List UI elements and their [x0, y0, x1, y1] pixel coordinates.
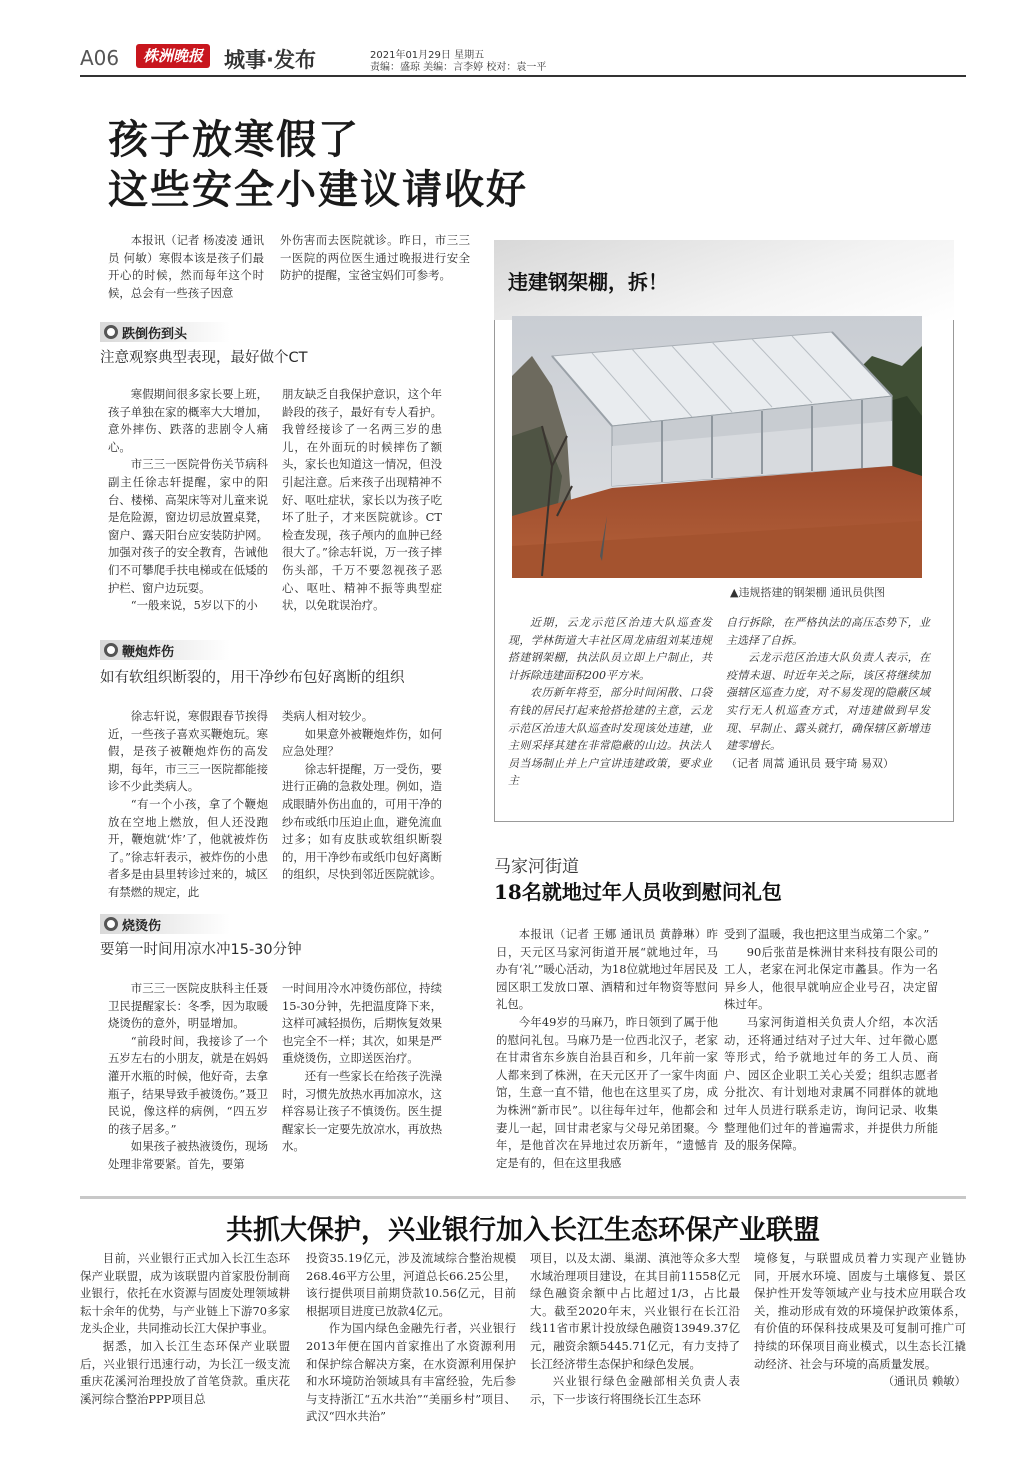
bullet-icon [104, 325, 118, 339]
bullet-icon [104, 917, 118, 931]
illegal-shed-column-1: 近期，云龙示范区治违大队巡查发现，学林街道大丰社区周龙庙组刘某违规搭建钢架棚，执法队员立即上户制止，共计拆除违建面积200平方米。 农历新年将至，部分时间闲散、口袋有钱的居民打起来抢搭抢建的主意，云龙示范区治违大队巡查时发现该处违建，业主则采择其建在非常隐蔽的山边。执法人员当场制止并上户宣讲违建政策，要求业主 [508, 616, 712, 788]
section-tag-burn: 烧烫伤 [100, 914, 230, 934]
intro-column-1: 本报讯（记者 杨凌凌 通讯员 何敏）寒假本该是孩子们最开心的时候，然而每年这个时候，总会有一些孩子因意 [108, 233, 264, 300]
section-subtitle-burn: 要第一时间用凉水冲15-30分钟 [100, 942, 302, 958]
majiahe-column-1: 本报讯（记者 王娜 通讯员 黄静琳）昨日，天元区马家河街道开展“就地过年，马办有‘礼’”暖心活动，为18位就地过年居民及园区职工发放口罩、酒精和过年物资等慰问礼包。 今年49岁的马麻乃，昨日领到了属于他的慰问礼包。马麻乃是一位西北汉子，老家在甘肃省东乡族自治县百和乡，几年前一家人都来到了株洲，在天元区开了一家牛肉面馆，生意一直不错，他也在这里买了房，成为株洲“新市民”。以往每年过年，他都会和妻儿一起，回甘肃老家与父母兄弟团聚。今年，是他首次在异地过农历新年，“遗憾肯定是有的，但在这里我感 [496, 927, 718, 1170]
fall-column-2: 朋友缺乏自我保护意识，这个年龄段的孩子，最好有专人看护。我曾经接诊了一名两三岁的患儿，在外面玩的时候摔伤了额头，家长也知道这一情况，但没引起注意。后来孩子出现精神不好、呕吐症状，家长以为孩子吃坏了肚子，才来医院就诊。CT检查发现，孩子颅内的血肿已经很大了。”徐志轩说，万一孩子摔伤头部，千万不要忽视孩子恶心、呕吐、精神不振等典型症状，以免耽误治疗。 [282, 387, 442, 613]
bank-column-3: 项目，以及太湖、巢湖、滇池等众多大型水域治理项目建设，在其目前11558亿元绿色融资余额中占比超过1/3，占比最大。截至2020年末，兴业银行在长江沿线11省市累计投放绿色融资13949.37亿元，融资余额5445.71亿元，有力支持了长江经济带生态保护和绿色发展。 兴业银行绿色金融部相关负责人表示，下一步该行将围绕长江生态环 [530, 1251, 740, 1406]
main-headline-line1: 孩子放寒假了 [108, 117, 360, 163]
newspaper-logo: 株洲晚报 [136, 44, 210, 68]
intro-column-2: 外伤害而去医院就诊。昨日，市三三一医院的两位医生通过晚报进行安全防护的提醒，宝爸宝妈们可参考。 [280, 233, 470, 283]
illegal-shed-title: 违建钢架棚，拆！ [508, 270, 668, 294]
fall-column-1: 寒假期间很多家长要上班，孩子单独在家的概率大大增加，意外摔伤、跌落的悲剧令人痛心。 市三三一医院骨伤关节病科副主任徐志轩提醒，家中的阳台、楼梯、高架床等对儿童来说是危险源，窗边切忌放置桌凳，窗户、露天阳台应安装防护网。加强对孩子的安全教育，告诫他们不可攀爬手扶电梯或在低矮的护栏、窗户边玩耍。 “一般来说，5岁以下的小 [108, 387, 268, 613]
section-title: 城事·发布 [224, 48, 316, 72]
section-tag-fall: 跌倒伤到头 [100, 322, 230, 342]
bank-column-1: 目前，兴业银行正式加入长江生态环保产业联盟，成为该联盟内首家股份制商业银行，依托在水资源与固废处理领域耕耘十余年的优势，与产业链上下游70多家龙头企业，共同推动长江大保护事业。 据悉，加入长江生态环保产业联盟后，兴业银行迅速行动，为长江一级支流重庆花溪河治理投放了首笔贷款。重庆花溪河综合整治PPP项目总 [80, 1251, 290, 1406]
bank-column-4: 境修复，与联盟成员着力实现产业链协同，开展水环境、固废与土壤修复、景区保护性开发等领域产业与技术应用联合攻关，推动形成有效的环境保护政策体系，有价值的环保科技成果及可复制可推广可持续的环保项目商业模式，以生态长江撬动经济、社会与环境的高质量发展。 （通讯员 赖敏） [754, 1251, 966, 1389]
burn-column-2: 一时间用冷水冲烫伤部位，持续15-30分钟，先把温度降下来，这样可减轻损伤，后期恢复效果也完全不一样；其次，如果是严重烧烫伤，立即送医治疗。 还有一些家长在给孩子洗澡时，习惯先放热水再加凉水，这样容易让孩子不慎烫伤。医生提醒家长一定要先放凉水，再放热水。 [282, 981, 442, 1154]
steel-shed-photo [512, 316, 922, 578]
firecracker-column-1: 徐志轩说，寒假跟春节挨得近，一些孩子喜欢买鞭炮玩。寒假，是孩子被鞭炮炸伤的高发期，每年，市三三一医院都能接诊不少此类病人。 “有一个小孩，拿了个鞭炮放在空地上燃放，但人还没跑开，鞭炮就‘炸’了，他就被炸伤了。”徐志轩表示，被炸伤的小患者多是由县里转诊过来的，城区有禁燃的规定，此 [108, 709, 268, 899]
bottom-divider [80, 1196, 966, 1199]
photo-caption: ▲违规搭建的钢架棚 通讯员供图 [730, 586, 885, 599]
majiahe-column-2: 受到了温暖，我也把这里当成第二个家。” 90后张苗是株洲甘来科技有限公司的工人，老家在河北保定市蠡县。作为一名异乡人，他很早就响应企业号召，决定留株过年。 马家河街道相关负责人介绍，本次活动，还将通过结对子过大年、过年微心愿等形式，给予就地过年的务工人员、商户、园区企业职工关心关爱；组织志愿者分批次、有计划地对隶属不同群体的就地过年人员进行联系走访，询问记录、收集整理他们过年的普遍需求，并提供力所能及的服务保障。 [724, 927, 938, 1153]
industrial-bank-headline: 共抓大保护，兴业银行加入长江生态环保产业联盟 [226, 1215, 820, 1246]
burn-column-1: 市三三一医院皮肤科主任聂卫民提醒家长：冬季，因为取暖烧烫伤的意外，明显增加。 “前段时间，我接诊了一个五岁左右的小朋友，就是在妈妈灌开水瓶的时候，他好奇，去拿瓶子，结果导致手被烫伤。”聂卫民说，像这样的病例，“四五岁的孩子居多。” 如果孩子被热液烫伤，现场处理非常要紧。首先，要第 [108, 981, 268, 1171]
header-divider [80, 75, 966, 77]
illegal-shed-column-2: 自行拆除，在严格执法的高压态势下，业主选择了自拆。 云龙示范区治违大队负责人表示，在疫情未退、时近年关之际，该区将继续加强辖区巡查力度，对不易发现的隐蔽区域实行无人机巡查方式，对违建做到早发现、早制止、露头就打，确保辖区新增违建零增长。 （记者 周蒿 通讯员 聂宇琦 易双） [726, 616, 930, 770]
page-number: A06 [80, 46, 120, 70]
bank-column-2: 投资35.19亿元，涉及流域综合整治规模268.46平方公里，河道总长66.25公里，该行提供项目前期贷款10.56亿元，目前根据项目进度已放款4亿元。 作为国内绿色金融先行者，兴业银行2013年便在国内首家推出了水资源利用和保护综合解决方案，在水资源利用保护和水环境防治领域具有丰富经验，先后参与支持浙江“五水共治”“美丽乡村”项目、武汉“四水共治” [306, 1251, 516, 1424]
section-subtitle-firecracker: 如有软组织断裂的，用干净纱布包好离断的组织 [100, 670, 405, 686]
majiahe-title: 18名就地过年人员收到慰问礼包 [494, 880, 782, 904]
majiahe-kicker: 马家河街道 [494, 857, 579, 877]
issue-date: 2021年01月29日 星期五 [370, 50, 485, 61]
main-headline-line2: 这些安全小建议请收好 [108, 167, 528, 213]
section-subtitle-fall: 注意观察典型表现，最好做个CT [100, 350, 308, 366]
bullet-icon [104, 643, 118, 657]
section-tag-firecracker: 鞭炮炸伤 [100, 640, 230, 660]
editor-credits: 责编：盛琼 美编：言李婷 校对：袁一平 [370, 62, 547, 73]
firecracker-column-2: 类病人相对较少。 如果意外被鞭炮炸伤，如何应急处理？ 徐志轩提醒，万一受伤，要进行正确的急救处理。例如，造成眼睛外伤出血的，可用干净的纱布或纸巾压迫止血，避免流血过多；如有皮肤或软组织断裂的，用干净纱布或纸巾包好离断的组织，尽快到邻近医院就诊。 [282, 709, 442, 882]
